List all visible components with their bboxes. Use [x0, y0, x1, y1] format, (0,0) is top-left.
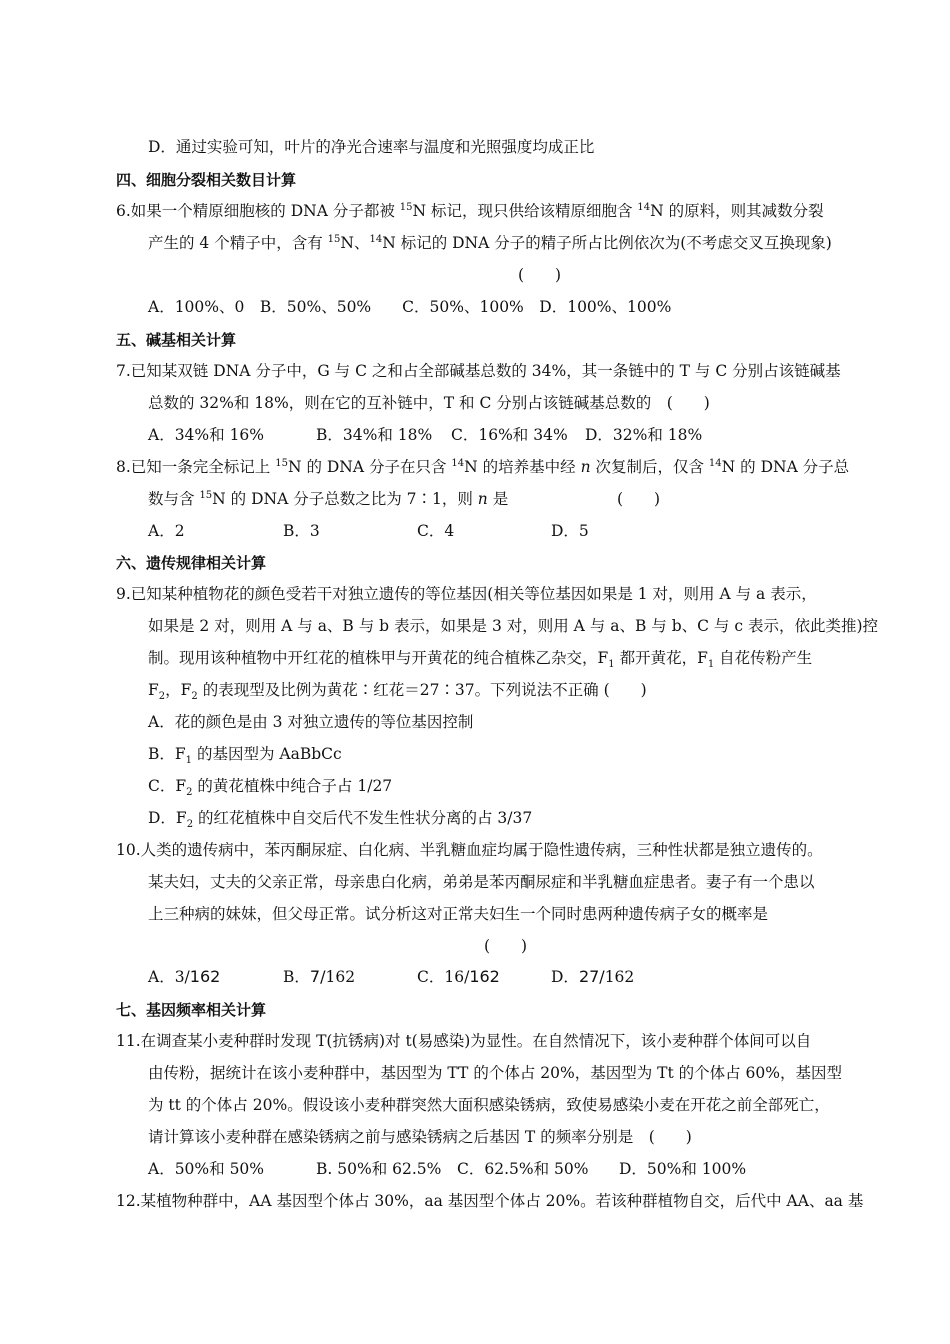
q6-answer-paren: ( ) [518, 266, 562, 284]
q10-option-d: D．27/162 [551, 967, 635, 986]
q7-option-b: B．34%和 18% [316, 426, 433, 444]
q7-option-d: D．32%和 18% [585, 426, 703, 444]
q11-option-c: C．62.5%和 50% [457, 1160, 589, 1178]
q11-option-b: B. 50%和 62.5% [316, 1160, 442, 1178]
q10-answer-paren: ( ) [484, 937, 528, 955]
q9-option-c: C．$F_2$ 的黄花植株中纯合子占 1/27 [148, 777, 393, 799]
q8-option-b: B．3 [283, 522, 320, 540]
q8-option-a: A．2 [148, 522, 185, 540]
q9-line-1: 9.已知某种植物花的颜色受若干对独立遗传的等位基因(相关等位基因如果是 1 对，则用 A 与 a 表示， [116, 585, 817, 603]
q6-line-1: 6.如果一个精原细胞核的 DNA 分子都被 $^{15}$N 标记，现只供给该精原细胞含 $^{14}$N 的原料，则其减数分裂 [116, 201, 824, 220]
section-4-heading: 四、细胞分裂相关数目计算 [116, 171, 297, 189]
q10-option-b: B．7/162 [283, 967, 356, 986]
q7-option-c: C．16%和 34% [451, 426, 568, 444]
q7-option-a: A．34%和 16% [148, 426, 265, 444]
q11-option-d: D．50%和 100% [619, 1160, 747, 1178]
q10-line-1: 10.人类的遗传病中，苯丙酮尿症、白化病、半乳糖血症均属于隐性遗传病，三种性状都是独立遗传的。 [116, 841, 823, 859]
q7-line-1: 7.已知某双链 DNA 分子中，G 与 C 之和占全部碱基总数的 34%，其一条链中的 T 与 C 分别占该链碱基 [116, 362, 841, 380]
q8-option-d: D．5 [551, 522, 589, 540]
q12-line-1: 12.某植物种群中，AA 基因型个体占 30%，aa 基因型个体占 20%。若该种群植物自交，后代中 AA、aa 基 [116, 1192, 864, 1210]
q8-line-1: 8.已知一条完全标记上 $^{15}$N 的 DNA 分子在只含 $^{14}$N 的培养基中经 n 次复制后，仅含 $^{14}$N 的 DNA 分子总 [116, 457, 850, 476]
q9-line-3: 制。现用该种植物中开红花的植株甲与开黄花的纯合植株乙杂交，$F_1$ 都开黄花，$F_1$ 自花传粉产生 [148, 649, 813, 671]
q9-option-a: A．花的颜色是由 3 对独立遗传的等位基因控制 [148, 713, 474, 731]
q11-option-a: A．50%和 50% [148, 1160, 265, 1178]
section-5-heading: 五、碱基相关计算 [116, 331, 237, 349]
q7-line-2: 总数的 32%和 18%，则在它的互补链中，T 和 C 分别占该链碱基总数的 ( ) [148, 394, 710, 412]
q9-option-d: D．$F_2$ 的红花植株中自交后代不发生性状分离的占 3/37 [148, 809, 533, 831]
q10-option-c: C．16/162 [417, 967, 500, 986]
q10-line-2: 某夫妇，丈夫的父亲正常，母亲患白化病，弟弟是苯丙酮尿症和半乳糖血症患者。妻子有一个患以 [148, 873, 815, 891]
q8-option-c: C．4 [417, 522, 455, 540]
q5-option-d: D．通过实验可知，叶片的净光合速率与温度和光照强度均成正比 [148, 138, 595, 156]
q11-line-2: 由传粉，据统计在该小麦种群中，基因型为 TT 的个体占 20%，基因型为 Tt 的个体占 60%，基因型 [148, 1064, 842, 1082]
q11-line-3: 为 tt 的个体占 20%。假设该小麦种群突然大面积感染锈病，致使易感染小麦在开花之前全部死亡， [148, 1096, 830, 1114]
q11-line-4: 请计算该小麦种群在感染锈病之前与感染锈病之后基因 T 的频率分别是 ( ) [148, 1128, 692, 1146]
q6-options: A．100%、0 B．50%、50% C．50%、100% D．100%、100% [148, 298, 672, 316]
q11-line-1: 11.在调查某小麦种群时发现 T(抗锈病)对 t(易感染)为显性。在自然情况下，该小麦种群个体间可以自 [116, 1032, 812, 1050]
section-6-heading: 六、遗传规律相关计算 [116, 554, 267, 572]
q6-line-2: 产生的 4 个精子中，含有 $^{15}$N、$^{14}$N 标记的 DNA 分子的精子所占比例依次为(不考虑交叉互换现象) [148, 233, 832, 252]
q8-answer-paren: ( ) [617, 490, 661, 508]
q9-line-2: 如果是 2 对，则用 A 与 a、B 与 b 表示，如果是 3 对，则用 A 与 a、B 与 b、C 与 c 表示，依此类推)控 [148, 617, 878, 635]
q10-option-a: A．3/162 [148, 967, 221, 986]
q10-line-3: 上三种病的妹妹，但父母正常。试分析这对正常夫妇生一个同时患两种遗传病子女的概率是 [148, 905, 769, 923]
q9-option-b: B．$F_1$ 的基因型为 AaBbCc [148, 745, 342, 767]
section-7-heading: 七、基因频率相关计算 [116, 1001, 267, 1019]
q9-line-4: $F_2$，$F_2$ 的表现型及比例为黄花∶红花＝27∶37。下列说法不正确 ( ) [148, 681, 647, 703]
q8-line-2: 数与含 $^{15}$N 的 DNA 分子总数之比为 7∶1，则 n 是 [148, 489, 509, 508]
